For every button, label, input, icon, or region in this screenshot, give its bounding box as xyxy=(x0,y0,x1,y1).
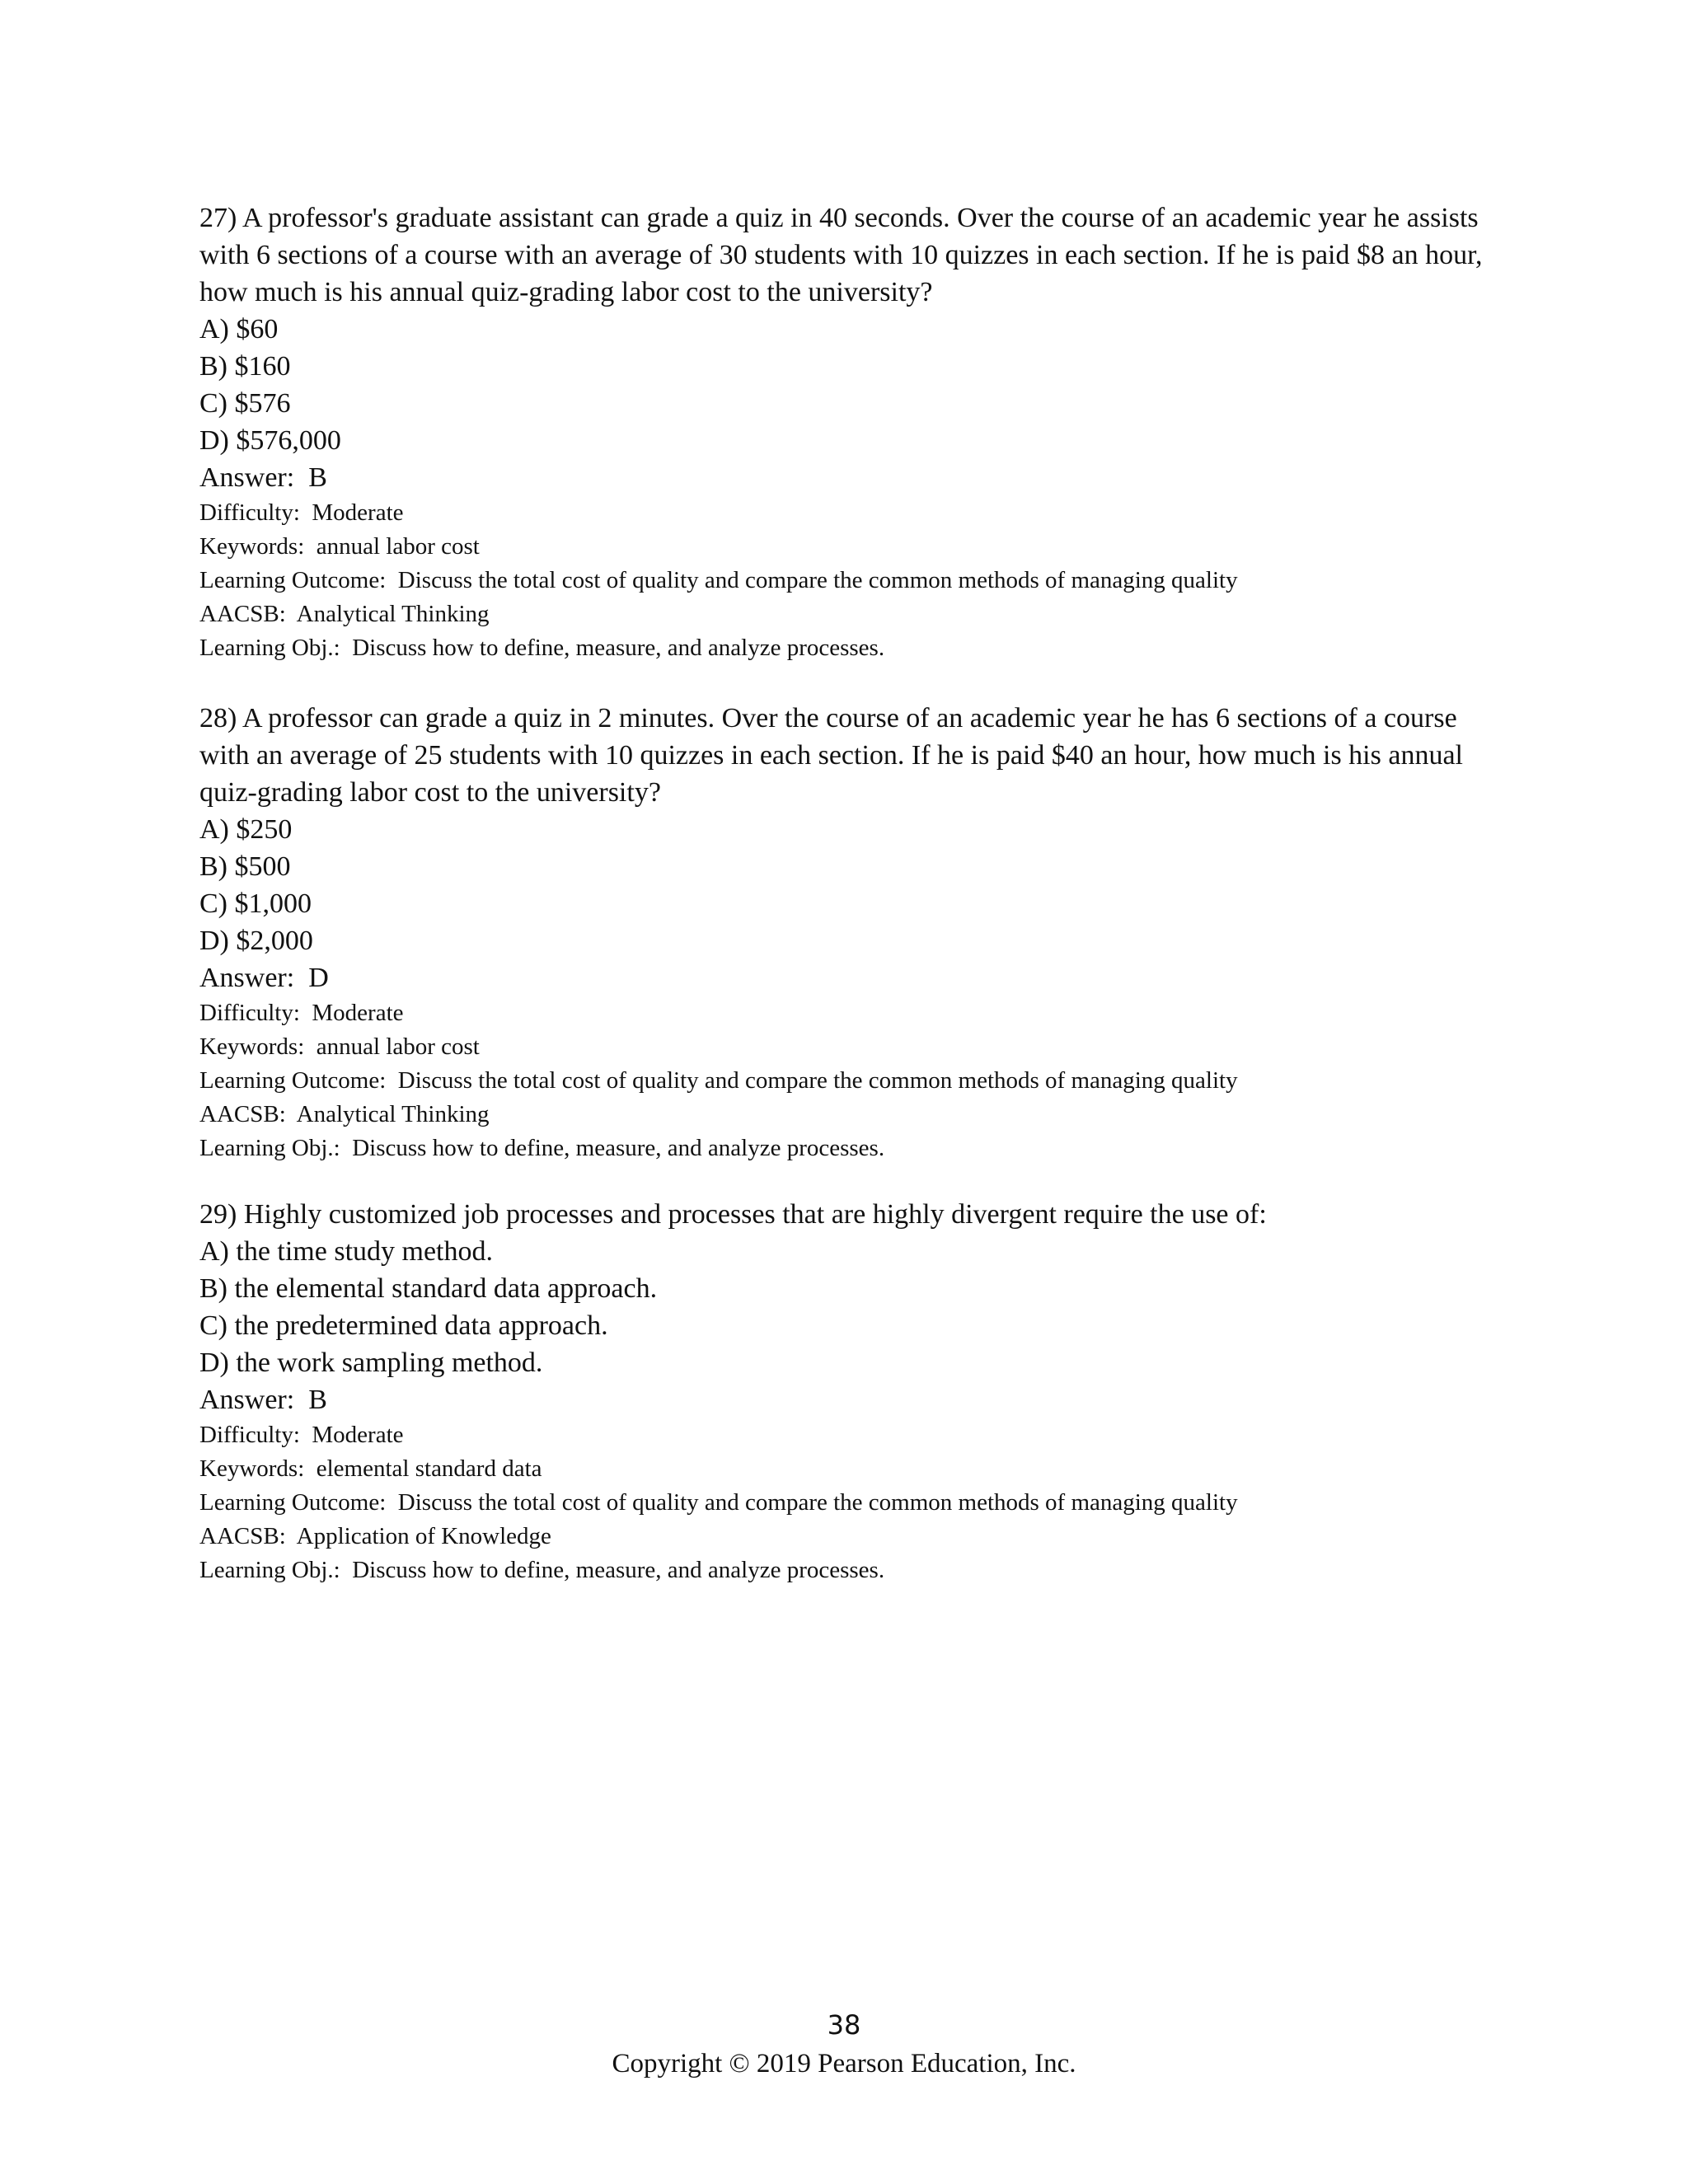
question-27 xyxy=(199,199,1485,665)
choice-c: C) $1,000 xyxy=(199,888,312,919)
page-number: 38 xyxy=(827,2009,861,2041)
aacsb-line: AACSB: Analytical Thinking xyxy=(199,601,490,627)
keywords-line: Keywords: elemental standard data xyxy=(199,1455,542,1482)
aacsb-line: AACSB: Application of Knowledge xyxy=(199,1523,551,1549)
choice-c: C) the predetermined data approach. xyxy=(199,1310,608,1341)
question-stem: 29) Highly customized job processes and processes that are highly divergent require the use of: xyxy=(199,1199,1267,1230)
learning-obj-line: Learning Obj.: Discuss how to define, measure, and analyze processes. xyxy=(199,635,885,661)
answer-line: Answer: B xyxy=(199,462,327,493)
choice-b: B) the elemental standard data approach. xyxy=(199,1273,658,1304)
choice-d: D) the work sampling method. xyxy=(199,1347,543,1378)
answer-choices xyxy=(199,811,1485,959)
difficulty-line: Difficulty: Moderate xyxy=(199,1422,404,1448)
answer-choices xyxy=(199,1233,1485,1381)
question-28 xyxy=(199,700,1485,1165)
difficulty-line: Difficulty: Moderate xyxy=(199,499,404,526)
choice-d: D) $2,000 xyxy=(199,926,313,956)
choice-b: B) $500 xyxy=(199,851,291,882)
aacsb-line: AACSB: Analytical Thinking xyxy=(199,1101,490,1127)
answer-line: Answer: D xyxy=(199,963,329,993)
choice-a: A) the time study method. xyxy=(199,1236,494,1267)
learning-outcome-line: Learning Outcome: Discuss the total cost of quality and compare the common methods of managing quality xyxy=(199,1489,1238,1516)
choice-a: A) $250 xyxy=(199,814,293,845)
choice-d: D) $576,000 xyxy=(199,425,341,456)
answer-choices xyxy=(199,311,1485,459)
question-stem: 27) A professor's graduate assistant can grade a quiz in 40 seconds. Over the course of an academic year he assists with 6 sections of a course with an average of 30 students with 10 quizzes in each section. If he is paid $8 an hour, how much is his annual quiz-grading labor cost to the university? xyxy=(199,203,1483,307)
question-stem: 28) A professor can grade a quiz in 2 minutes. Over the course of an academic year he has 6 sections of a course with an average of 25 students with 10 quizzes in each section. If he is paid $40 an hour, how much is his annual quiz-grading labor cost to the university? xyxy=(199,703,1463,808)
choice-a: A) $60 xyxy=(199,314,279,344)
difficulty-line: Difficulty: Moderate xyxy=(199,1000,404,1026)
keywords-line: Keywords: annual labor cost xyxy=(199,1033,480,1060)
learning-obj-line: Learning Obj.: Discuss how to define, measure, and analyze processes. xyxy=(199,1135,885,1161)
copyright-notice: Copyright © 2019 Pearson Education, Inc. xyxy=(612,2049,1076,2079)
answer-line: Answer: B xyxy=(199,1385,327,1415)
choice-c: C) $576 xyxy=(199,388,291,419)
question-29 xyxy=(199,1196,1485,1587)
choice-b: B) $160 xyxy=(199,351,291,382)
learning-outcome-line: Learning Outcome: Discuss the total cost of quality and compare the common methods of managing quality xyxy=(199,1067,1238,1094)
learning-outcome-line: Learning Outcome: Discuss the total cost of quality and compare the common methods of managing quality xyxy=(199,567,1238,593)
learning-obj-line: Learning Obj.: Discuss how to define, measure, and analyze processes. xyxy=(199,1557,885,1583)
keywords-line: Keywords: annual labor cost xyxy=(199,533,480,560)
